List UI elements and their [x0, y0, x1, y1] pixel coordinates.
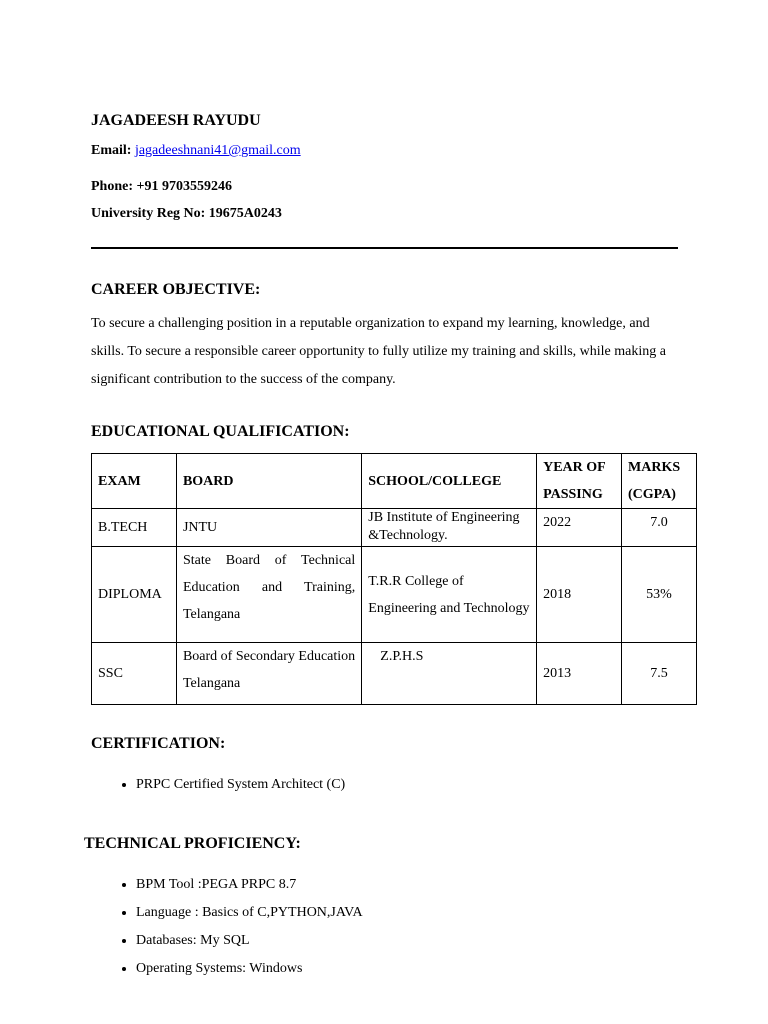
cell-year: 2018 [537, 547, 622, 643]
education-table [91, 453, 697, 705]
list-item: • Databases: My SQL [136, 927, 363, 955]
cell-year: 2022 [537, 509, 622, 547]
header-marks: MARKS (CGPA) [622, 454, 697, 509]
certification-list [110, 771, 345, 799]
cell-year: 2013 [537, 643, 622, 705]
list-item: • BPM Tool :PEGA PRPC 8.7 [136, 871, 363, 899]
email-line [91, 143, 301, 159]
list-item: • Language : Basics of C,PYTHON,JAVA [136, 899, 363, 927]
table-row [92, 547, 697, 643]
cell-marks: 7.5 [622, 643, 697, 705]
header-board: BOARD [176, 454, 361, 509]
header-school: SCHOOL/COLLEGE [362, 454, 537, 509]
technical-proficiency-heading: TECHNICAL PROFICIENCY: [84, 835, 301, 852]
career-objective-text: To secure a challenging position in a reputable organization to expand my learning, knowledge, and skills. To secure a responsible career opportunity to fully utilize my training and skills, while making a significant contribution to the success of the company. [91, 316, 666, 387]
table-row [92, 509, 697, 547]
cell-exam: B.TECH [92, 509, 177, 547]
header-divider [91, 247, 678, 249]
career-objective-heading: CAREER OBJECTIVE: [91, 281, 261, 298]
cell-exam: SSC [92, 643, 177, 705]
technical-list [110, 871, 363, 983]
cell-marks: 53% [622, 547, 697, 643]
certification-heading: CERTIFICATION: [91, 735, 226, 752]
cell-school: JB Institute of Engineering &Technology. [362, 509, 537, 547]
cell-marks: 7.0 [622, 509, 697, 547]
list-item: • PRPC Certified System Architect (C) [136, 771, 345, 799]
table-row [92, 643, 697, 705]
cell-board: State Board of Technical Education and Training, Telangana [176, 547, 361, 643]
table-header-row [92, 454, 697, 509]
cell-board: JNTU [176, 509, 361, 547]
university-reg-line: University Reg No: 19675A0243 [91, 206, 282, 221]
candidate-name: JAGADEESH RAYUDU [91, 112, 261, 129]
phone-line: Phone: +91 9703559246 [91, 179, 232, 194]
list-item: • Operating Systems: Windows [136, 955, 363, 983]
header-exam: EXAM [92, 454, 177, 509]
email-link[interactable]: jagadeeshnani41@gmail.com [134, 143, 301, 158]
cell-exam: DIPLOMA [92, 547, 177, 643]
cell-school: Z.P.H.S [362, 643, 537, 705]
education-heading: EDUCATIONAL QUALIFICATION: [91, 423, 350, 440]
cell-board: Board of Secondary Education Telangana [176, 643, 361, 705]
header-year: YEAR OF PASSING [537, 454, 622, 509]
cell-school: T.R.R College of Engineering and Technology [362, 547, 537, 643]
email-label: Email: [91, 143, 132, 158]
